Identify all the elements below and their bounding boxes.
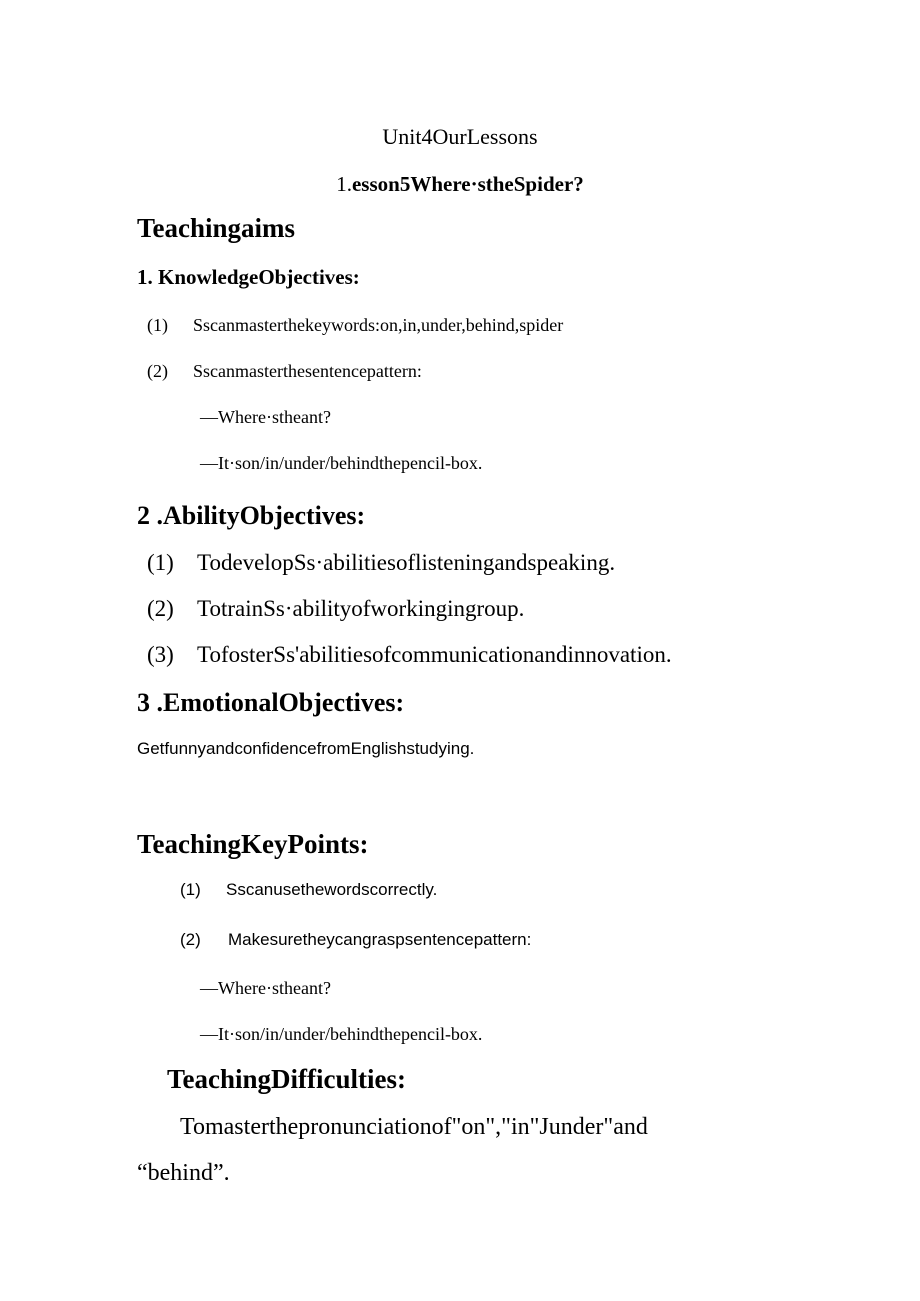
knowledge-objectives-heading: 1. KnowledgeObjectives: — [137, 265, 360, 289]
key-point-item-number: (2) — [180, 930, 201, 949]
difficulties-text-line: Tomasterthepronunciationof"on","in"Junder"and — [180, 1114, 648, 1140]
ability-item — [147, 596, 524, 622]
knowledge-item — [147, 315, 563, 336]
difficulties-text-line: “behind”. — [137, 1160, 230, 1186]
dialogue-line-answer: —It·son/in/under/behindthepencil-box. — [200, 453, 483, 473]
dialogue-line-question: —Where·stheant? — [200, 978, 331, 998]
ability-item — [147, 550, 615, 576]
key-point-item-text: Makesuretheycangraspsentencepattern: — [228, 930, 532, 949]
knowledge-item-text: Sscanmasterthesentencepattern: — [193, 361, 422, 381]
key-point-item-text: Sscanusethewordscorrectly. — [226, 880, 438, 899]
ability-item-text: TofosterSs'abilitiesofcommunicationandinnovation. — [197, 642, 672, 667]
key-points-heading: TeachingKeyPoints: — [137, 829, 369, 859]
lesson-title — [0, 172, 920, 197]
key-point-item — [180, 880, 437, 900]
ability-item-number: (3) — [147, 642, 174, 667]
unit-title: Unit4OurLessons — [382, 124, 538, 149]
lesson-title-text: esson5Where·stheSpider? — [351, 172, 584, 196]
ability-objectives-heading: 2 .AbilityObjectives: — [137, 501, 366, 530]
knowledge-item-number: (1) — [147, 315, 168, 335]
ability-item-text: TodevelopSs·abilitiesoflisteningandspeaking. — [197, 550, 616, 575]
key-point-item — [180, 930, 531, 950]
knowledge-item-text: Sscanmasterthekeywords:on,in,under,behind,spider — [193, 315, 564, 335]
knowledge-item — [147, 361, 422, 382]
emotional-objectives-text: GetfunnyandconfidencefromEnglishstudying. — [137, 739, 475, 758]
teaching-aims-heading: Teachingaims — [137, 213, 296, 243]
difficulties-heading: TeachingDifficulties: — [167, 1064, 406, 1094]
ability-item-number: (2) — [147, 596, 174, 621]
ability-item-text: TotrainSs·abilityofworkingingroup. — [197, 596, 525, 621]
ability-item — [147, 642, 672, 668]
dialogue-line-answer: —It·son/in/under/behindthepencil-box. — [200, 1024, 483, 1044]
lesson-title-prefix: 1. — [336, 172, 352, 196]
knowledge-item-number: (2) — [147, 361, 168, 381]
dialogue-line-question: —Where·stheant? — [200, 407, 331, 427]
emotional-objectives-heading: 3 .EmotionalObjectives: — [137, 688, 405, 717]
key-point-item-number: (1) — [180, 880, 201, 899]
ability-item-number: (1) — [147, 550, 174, 575]
